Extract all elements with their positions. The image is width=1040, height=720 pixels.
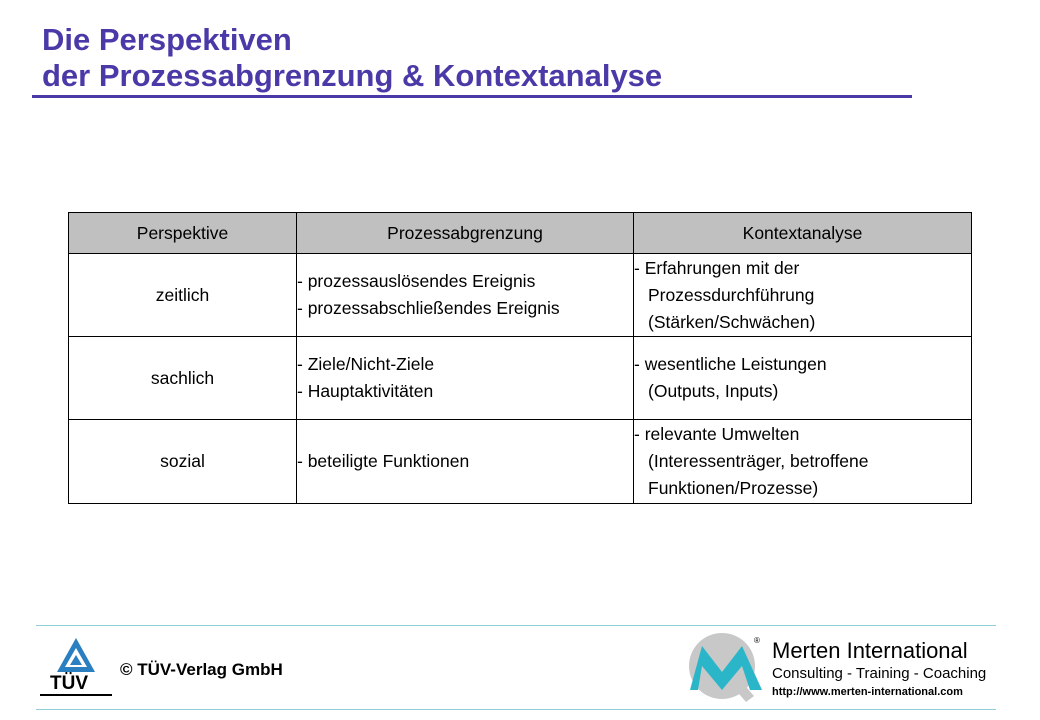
kontext-cell [634, 254, 972, 337]
perspective-cell: sachlich [69, 337, 297, 420]
perspective-cell: zeitlich [69, 254, 297, 337]
copyright-text: © TÜV-Verlag GmbH [120, 660, 283, 679]
title-line-1: Die Perspektiven [42, 22, 292, 57]
footer-divider-top [36, 625, 996, 626]
cell-line: (Interessenträger, betroffene [648, 451, 869, 471]
cell-line: (Outputs, Inputs) [648, 381, 779, 401]
perspectives-table [68, 212, 972, 504]
table-row [69, 337, 972, 420]
company-name: Merten International [772, 638, 968, 663]
kontext-cell [634, 420, 972, 504]
cell-line: - Ziele/Nicht-Ziele [297, 354, 435, 374]
cell-line: - beteiligte Funktionen [297, 451, 470, 471]
company-tagline: Consulting - Training - Coaching [772, 665, 987, 682]
cell-line: - relevante Umwelten [634, 424, 800, 444]
header-prozessabgrenzung: Prozessabgrenzung [297, 213, 634, 254]
header-kontextanalyse: Kontextanalyse [634, 213, 972, 254]
cell-line: - Hauptaktivitäten [297, 381, 434, 401]
cell-line: - prozessauslösendes Ereignis [297, 271, 536, 291]
cell-line: Prozessdurchführung [648, 284, 815, 305]
header-perspektive: Perspektive [69, 213, 297, 254]
tuv-logo-underline [40, 694, 112, 696]
table-header-row [69, 213, 972, 254]
tuv-logo-text: TÜV [50, 673, 88, 694]
page-title [42, 22, 662, 94]
table-row [69, 254, 972, 337]
footer-divider-bottom [36, 709, 996, 710]
kontext-cell [634, 337, 972, 420]
table-row [69, 420, 972, 504]
perspective-cell: sozial [69, 420, 297, 504]
company-url[interactable]: http://www.merten-international.com [772, 686, 963, 698]
title-line-2: der Prozessabgrenzung & Kontextanalyse [42, 58, 663, 93]
cell-line: Funktionen/Prozesse) [648, 478, 819, 498]
abgrenzung-cell [297, 337, 634, 420]
abgrenzung-cell [297, 254, 634, 337]
cell-line: (Stärken/Schwächen) [648, 311, 816, 332]
registered-mark: ® [754, 636, 760, 645]
abgrenzung-cell [297, 420, 634, 504]
cell-line: - prozessabschließendes Ereignis [297, 298, 560, 318]
cell-line: - Erfahrungen mit der [634, 257, 800, 278]
cell-line: - wesentliche Leistungen [634, 354, 827, 374]
title-underline [32, 95, 912, 98]
